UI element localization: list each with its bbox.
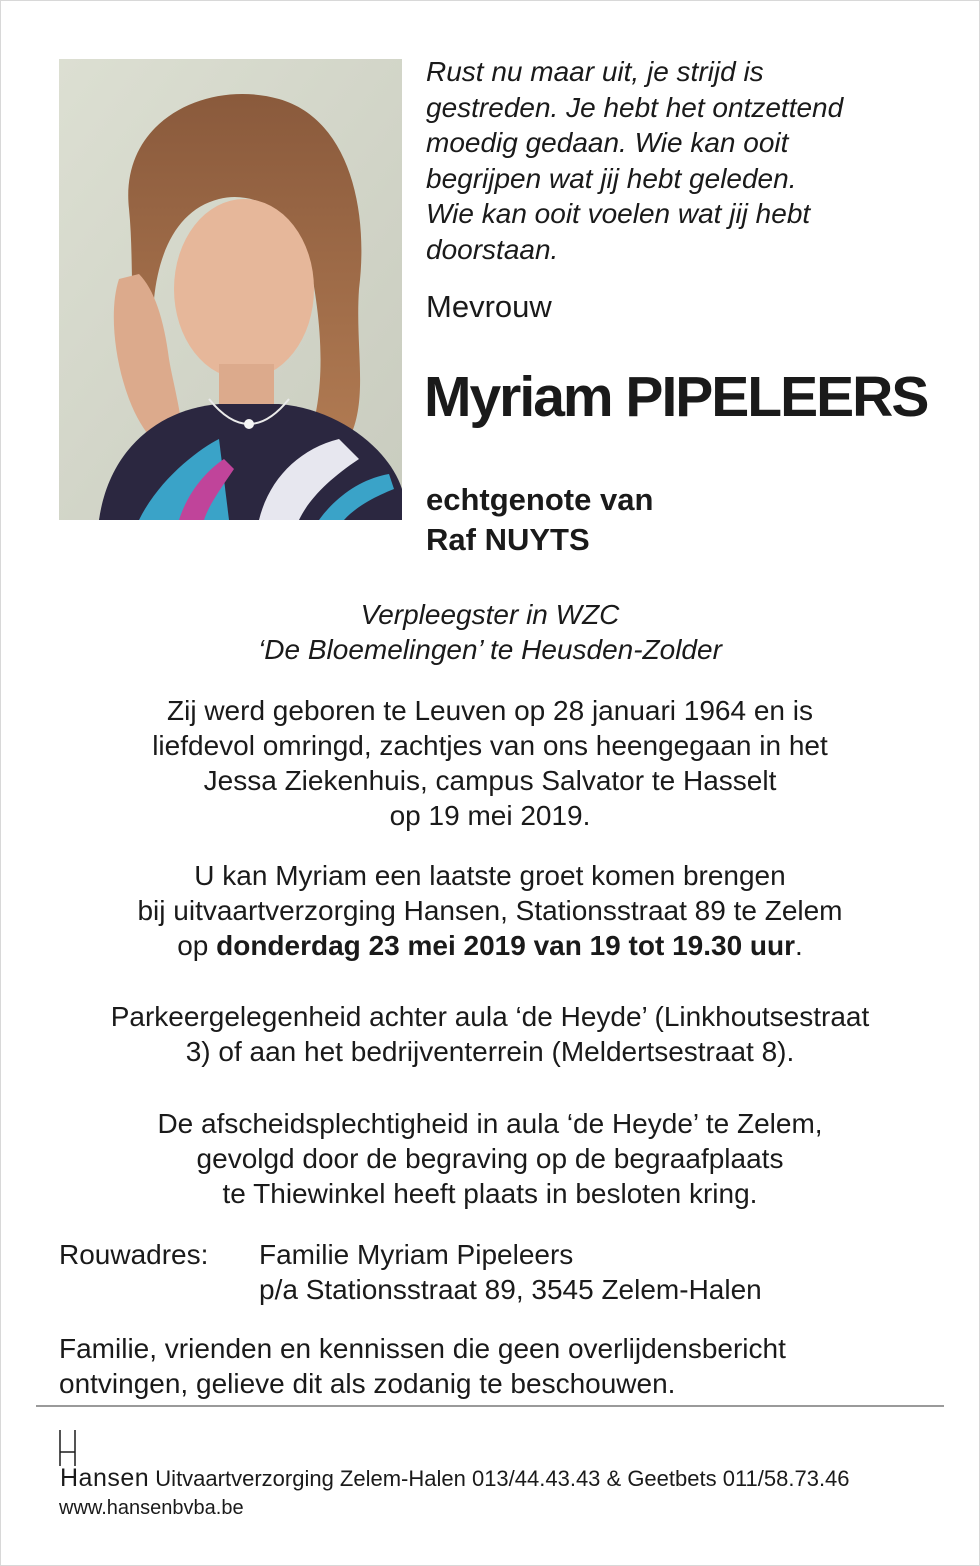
quote-line: gestreden. Je hebt het ontzettend (426, 91, 844, 123)
memorial-quote (426, 54, 946, 267)
quote-line: Wie kan ooit voelen wat jij hebt (426, 198, 811, 229)
ceremony-line: De afscheidsplechtigheid in aula ‘de Heyde’ te Zelem, (157, 1108, 823, 1139)
hansen-logo-icon (57, 1430, 81, 1466)
notice (59, 1331, 786, 1401)
portrait-image (59, 59, 402, 520)
parking-info (40, 999, 940, 1069)
birth-line: op 19 mei 2019. (389, 800, 591, 831)
footer-contact (60, 1464, 850, 1493)
quote-line: Rust nu maar uit, je strijd is (426, 56, 764, 87)
visit-datetime: donderdag 23 mei 2019 van 19 tot 19.30 uur (216, 930, 796, 961)
parking-line: Parkeergelegenheid achter aula ‘de Heyde’ (Linkhoutsestraat (110, 1001, 870, 1032)
address-lines (259, 1237, 762, 1307)
address-line: Familie Myriam Pipeleers (259, 1239, 574, 1270)
title-prefix: Mevrouw (426, 289, 552, 324)
parking-line: 3) of aan het bedrijventerrein (Meldertsestraat 8). (185, 1036, 795, 1067)
visitation-info (40, 858, 940, 963)
footer-details: Uitvaartverzorging Zelem-Halen 013/44.43.43 & Geetbets 011/58.73.46 (155, 1466, 850, 1491)
quote-line: moedig gedaan. Wie kan ooit (426, 127, 789, 158)
ceremony-info (40, 1106, 940, 1211)
spouse-name: Raf NUYTS (426, 522, 590, 557)
birth-and-death-info (40, 693, 940, 833)
portrait-photo (59, 59, 402, 520)
visit-suffix: . (795, 930, 803, 961)
occupation-line: Verpleegster in WZC (360, 599, 620, 630)
deceased-name: Myriam PIPELEERS (424, 365, 928, 429)
footer-divider (36, 1405, 944, 1407)
ceremony-line: te Thiewinkel heeft plaats in besloten kring. (222, 1178, 758, 1209)
visit-line: U kan Myriam een laatste groet komen brengen (194, 860, 786, 891)
visit-prefix: op (177, 930, 217, 961)
address-label: Rouwadres: (59, 1239, 209, 1270)
footer-brand: Hansen (60, 1464, 150, 1492)
spouse-block (426, 480, 653, 560)
birth-line: Jessa Ziekenhuis, campus Salvator te Hasselt (203, 765, 777, 796)
quote-line: begrijpen wat jij hebt geleden. (426, 162, 797, 194)
address-line: p/a Stationsstraat 89, 3545 Zelem-Halen (259, 1274, 762, 1305)
visit-line (40, 928, 940, 963)
ceremony-line: gevolgd door de begraving op de begraafplaats (196, 1143, 784, 1174)
notice-line: ontvingen, gelieve dit als zodanig te beschouwen. (59, 1368, 676, 1399)
birth-line: Zij werd geboren te Leuven op 28 januari 1964 en is (167, 695, 813, 726)
notice-line: Familie, vrienden en kennissen die geen overlijdensbericht (59, 1333, 786, 1364)
birth-line: liefdevol omringd, zachtjes van ons heengegaan in het (152, 730, 828, 761)
occupation (40, 597, 940, 667)
visit-line: bij uitvaartverzorging Hansen, Stationsstraat 89 te Zelem (137, 895, 843, 926)
spouse-relation: echtgenote van (426, 482, 654, 517)
footer-website-link[interactable]: www.hansenbvba.be (59, 1497, 244, 1519)
quote-line: doorstaan. (426, 233, 559, 265)
occupation-line: ‘De Bloemelingen’ te Heusden-Zolder (258, 634, 722, 665)
